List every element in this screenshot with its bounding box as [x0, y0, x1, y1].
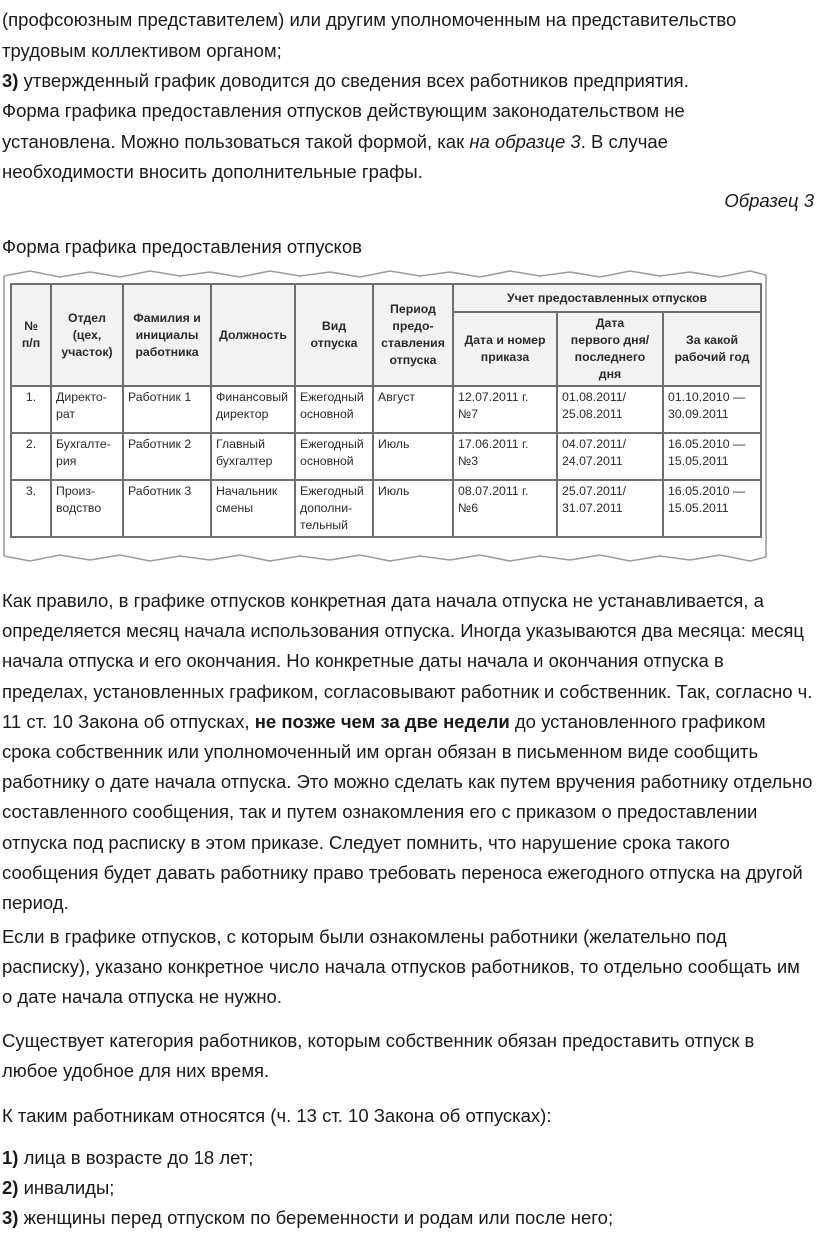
- intro-line-3-text: утвержденный график доводится до сведения всех работников предприятия.: [18, 70, 689, 91]
- schedule-figure: [0, 268, 770, 564]
- cell-num: 3.: [11, 480, 51, 537]
- list-text: женщины перед отпуском по беременности и родам или после него;: [18, 1207, 614, 1228]
- cell-period: Август: [373, 386, 453, 433]
- cell-year: 16.05.2010 — 15.05.2011: [663, 433, 761, 480]
- cell-year: 01.10.2010 — 30.09.2011: [663, 386, 761, 433]
- cell-position: Начальник смены: [211, 480, 295, 537]
- cell-num: 2.: [11, 433, 51, 480]
- cell-dates: 01.08.2011/ 25.08.2011: [557, 386, 663, 433]
- cell-period: Июль: [373, 433, 453, 480]
- intro-line-1: (профсоюзным представителем) или другим уполномоченным на представительство: [2, 9, 737, 30]
- header-dept: Отдел (цех, участок): [51, 284, 123, 386]
- header-name: Фамилия и инициалы работника: [123, 284, 211, 386]
- cell-order: 08.07.2011 г. №6: [453, 480, 557, 537]
- cell-num: 1.: [11, 386, 51, 433]
- cell-order: 17.06.2011 г. №3: [453, 433, 557, 480]
- cell-name: Работник 3: [123, 480, 211, 537]
- table-row: [11, 386, 761, 433]
- header-type: Вид отпуска: [295, 284, 373, 386]
- cell-dept: Произ- водство: [51, 480, 123, 537]
- sample-label: Образец 3: [724, 190, 814, 211]
- list-number: 1): [2, 1147, 19, 1168]
- paragraph-notice-b: до установленного графиком срока собственник или уполномоченный им орган обязан в письменном виде сообщить работнику о дате начала отпуска. Это можно сделать как путем вручения работнику отдельно составленного сообщения, так и путем ознакомления его с приказом о предоставлении отпуска под расписку в этом приказе. Следует помнить, что нарушение срока такого сообщения будет давать работнику право требовать переноса ежегодного отпуска на другой период.: [2, 710, 813, 914]
- intro-line-2: трудовым коллективом органом;: [2, 40, 282, 61]
- table-header-row: [11, 284, 761, 312]
- cell-order: 12.07.2011 г. №7: [453, 386, 557, 433]
- paragraph-list-intro: К таким работникам относятся (ч. 13 ст. 10 Закона об отпусках):: [2, 1105, 552, 1126]
- list-number: 2): [2, 1177, 19, 1198]
- paragraph-notice-emphasis: не позже чем за две недели: [254, 710, 510, 732]
- cell-period: Июль: [373, 480, 453, 537]
- paragraph-notice-a: Как правило, в графике отпусков конкретная дата начала отпуска не устанавливается, а определяется месяц начала использования отпуска. Иногда указываются два месяца: месяц начала отпуска и его окончания. Но конкретные даты начала и окончания отпуска в пределах, установленных графиком, согласовывают работник и собственник. Так, согласно ч. 11 ст. 10 Закона об отпусках,: [2, 590, 813, 732]
- header-num: № п/п: [11, 284, 51, 386]
- intro-line-5: [2, 127, 668, 157]
- form-title: Форма графика предоставления отпусков: [2, 236, 362, 257]
- list-item: [2, 1203, 613, 1233]
- cell-position: Финансовый директор: [211, 386, 295, 433]
- header-order: Дата и номер приказа: [453, 312, 557, 386]
- list-text: лица в возрасте до 18 лет;: [18, 1147, 254, 1168]
- cell-name: Работник 2: [123, 433, 211, 480]
- list-text: инвалиды;: [18, 1177, 115, 1198]
- list-item: [2, 1173, 114, 1203]
- sample-reference: на образце 3: [469, 131, 581, 152]
- paragraph-notice: [2, 586, 814, 918]
- paragraph-category: Существует категория работников, которым собственник обязан предоставить отпуск в любое удобное для них время.: [2, 1030, 755, 1082]
- paragraph-schedule: Если в графике отпусков, с которым были ознакомлены работники (желательно под расписку), указано конкретное число начала отпусков работников, то отдельно сообщать им о дате начала отпуска не нужно.: [2, 926, 800, 1008]
- header-dates: Дата первого дня/ последнего дня: [557, 312, 663, 386]
- cell-dates: 25.07.2011/ 31.07.2011: [557, 480, 663, 537]
- cell-type: Ежегодный основной: [295, 433, 373, 480]
- table-row: [11, 433, 761, 480]
- intro-line-6: необходимости вносить дополнительные графы.: [2, 161, 423, 182]
- header-period: Период предо- ставления отпуска: [373, 284, 453, 386]
- cell-dept: Бухгалте- рия: [51, 433, 123, 480]
- cell-year: 16.05.2010 — 15.05.2011: [663, 480, 761, 537]
- list-number: 3): [2, 70, 19, 91]
- cell-dates: 04.07.2011/ 24.07.2011: [557, 433, 663, 480]
- intro-line-5-a: установлена. Можно пользоваться такой формой, как: [2, 131, 470, 152]
- table-row: [11, 480, 761, 537]
- cell-name: Работник 1: [123, 386, 211, 433]
- intro-line-4: Форма графика предоставления отпусков действующим законодательством не: [2, 100, 685, 121]
- list-item: [2, 1143, 253, 1173]
- intro-line-3: [2, 66, 689, 96]
- header-year: За какой рабочий год: [663, 312, 761, 386]
- cell-position: Главный бухгалтер: [211, 433, 295, 480]
- list-number: 3): [2, 1207, 19, 1228]
- header-group: Учет предоставленных отпусков: [453, 284, 761, 312]
- header-position: Должность: [211, 284, 295, 386]
- cell-type: Ежегодный дополни- тельный: [295, 480, 373, 537]
- cell-dept: Директо- рат: [51, 386, 123, 433]
- vacation-schedule-table: [10, 283, 762, 538]
- intro-line-5-b: . В случае: [580, 131, 668, 152]
- cell-type: Ежегодный основной: [295, 386, 373, 433]
